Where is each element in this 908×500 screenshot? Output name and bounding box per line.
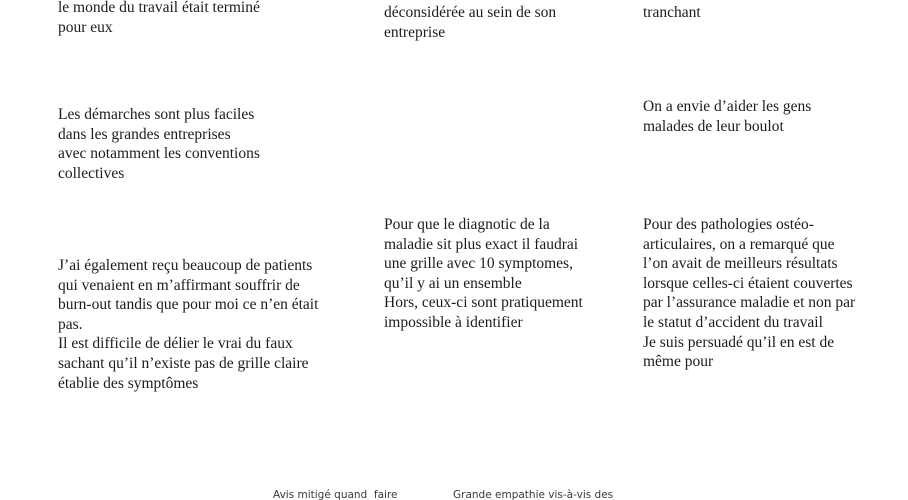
quote-work-ended: le monde du travail était terminé pour eux <box>58 0 260 36</box>
quote-tranchant: tranchant <box>643 4 701 21</box>
caption-empathy: Grande empathie vis-à-vis des <box>453 489 614 500</box>
quote-osteo-pathologies: Pour des pathologies ostéo- articulaires, on a remarqué que l’on avait de meilleurs résultats lorsque celles-ci étaient couvertes par l’assurance maladie et non par le statut d’accident du travail Je suis persuadé qu’il en est de même pour <box>643 216 856 371</box>
quote-large-companies: Les démarches sont plus faciles dans les grandes entreprises avec notamment les conventions collectives <box>58 106 260 182</box>
quote-diagnosis-grid: Pour que le diagnotic de la maladie sit plus exact il faudrai une grille avec 10 symptomes, qu’il y ai un ensemble Hors, ceux-ci sont pratiquement impossible à identifier <box>384 216 583 331</box>
quote-burnout-patients: J’ai également reçu beaucoup de patients qui venaient en m’affirmant souffrir de burn-out tandis que pour moi ce n’en était pas. Il est difficile de délier le vrai du faux sachant qu’il n’existe pas de grille claire établie des symptômes <box>58 257 319 392</box>
quote-disregarded-company: déconsidérée au sein de son entreprise <box>384 4 557 41</box>
quote-help-patients: On a envie d’aider les gens malades de leur boulot <box>643 98 812 135</box>
caption-mixed-opinion: Avis mitigé quand faire <box>273 489 398 500</box>
